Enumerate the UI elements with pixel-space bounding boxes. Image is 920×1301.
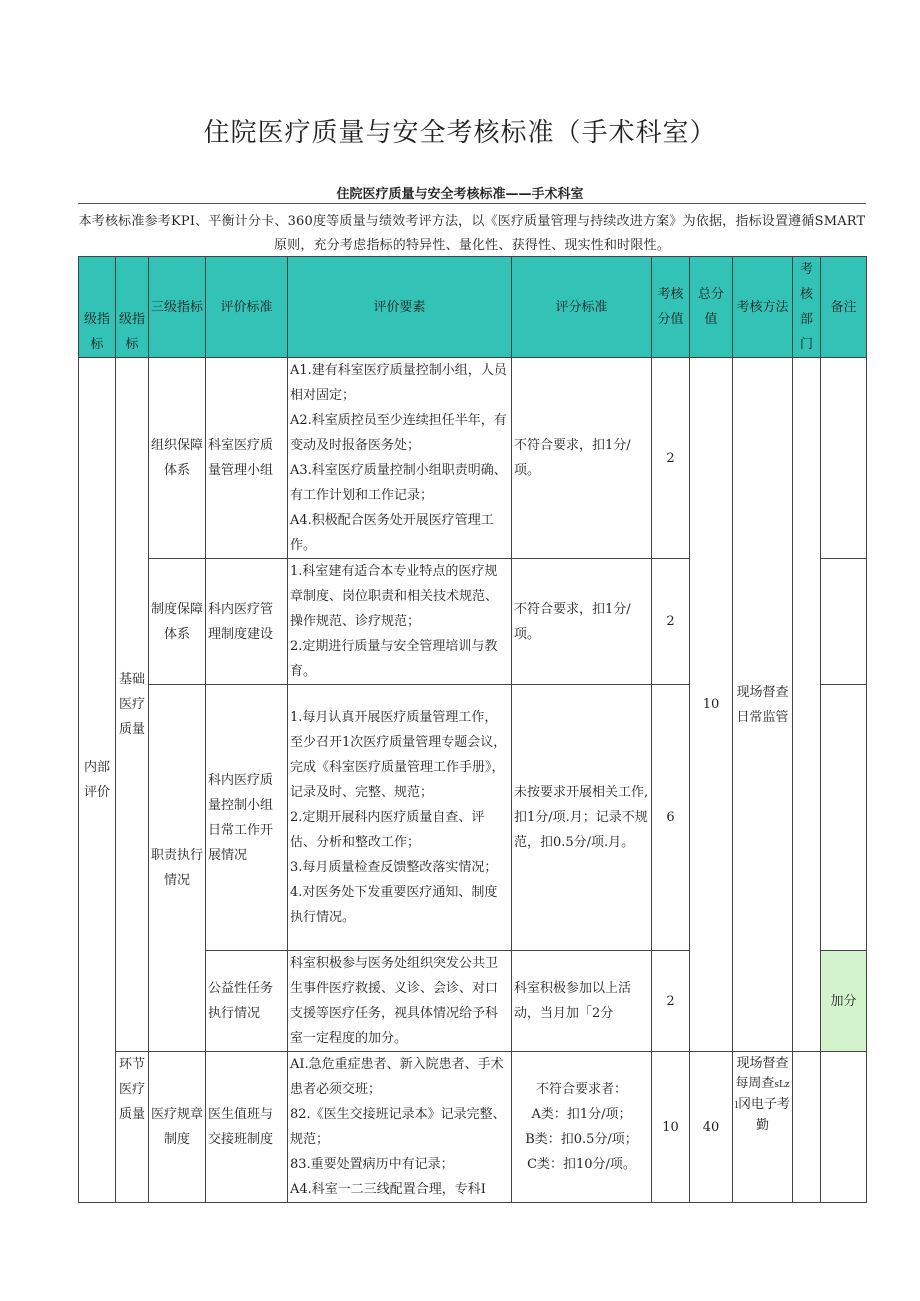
header-dept: 考核部门 xyxy=(793,257,821,358)
scoring-cell: 科室积极参加以上活动，当月加「2分 xyxy=(512,951,652,1052)
scoring-cell xyxy=(512,1052,652,1203)
criteria-cell: 科内医疗管理制度建设 xyxy=(206,559,288,685)
score-cell: 2 xyxy=(652,358,690,559)
criteria-cell: 公益性任务执行情况 xyxy=(206,951,288,1052)
divider xyxy=(78,203,866,204)
header-remark: 备注 xyxy=(821,257,867,358)
scoring-line: C类：扣10分/项。 xyxy=(527,1157,636,1172)
page-title: 住院医疗质量与安全考核标准（手术科室） xyxy=(203,118,717,148)
elements-cell xyxy=(288,951,512,1052)
basic-dept-cell xyxy=(793,358,821,1052)
scoring-cell: 未按要求开展相关工作,扣1分/项.月；记录不规范，扣0.5分/项.月。 xyxy=(512,685,652,951)
link-dept-cell xyxy=(793,1052,821,1203)
basic-method-cell: 现场督查日常监管 xyxy=(733,358,793,1052)
level3-cell: 医疗规章制度 xyxy=(149,1052,206,1203)
criteria-cell: 科室医疗质量管理小组 xyxy=(206,358,288,559)
link-method-text-b: 冈电子考勤 xyxy=(737,1097,790,1133)
scoring-cell: 不符合要求，扣1分/项。 xyxy=(512,358,652,559)
scoring-cell: 不符合要求，扣1分/项。 xyxy=(512,559,652,685)
scoring-line: 不符合要求者： xyxy=(535,1082,627,1097)
header-level3: 三级指标 xyxy=(149,257,206,358)
basic-total-cell: 10 xyxy=(690,358,733,1052)
element-line: 1.每月认真开展医疗质量管理工作，至少召开1次医疗质量管理专题会议，完成《科室医疗质量管理工作手册》，记录及时、完整、规范； 2.定期开展科内医疗质量自查、评估、分析和整改工作； 3.每月质量检查反馈整改落实情况； 4.对医务处下发重要医疗通知、制度执行情况。 xyxy=(290,710,507,925)
score-cell: 2 xyxy=(652,559,690,685)
criteria-cell: 医生值班与交接班制度 xyxy=(206,1052,288,1203)
table-row xyxy=(79,358,867,559)
bonus-remark-cell: 加分 xyxy=(821,951,867,1052)
link-method-small: sLzl xyxy=(735,1080,790,1111)
remark-cell xyxy=(821,1052,867,1203)
header-total: 总分值 xyxy=(690,257,733,358)
remark-cell xyxy=(821,559,867,685)
score-cell: 6 xyxy=(652,685,690,951)
level2-link-cell: 环节医疗质量 xyxy=(116,1052,149,1203)
header-level1: 级指标 xyxy=(79,257,116,358)
score-cell: 10 xyxy=(652,1052,690,1203)
elements-cell xyxy=(288,358,512,559)
element-line: 科室积极参与医务处组织突发公共卫生事件医疗救援、义诊、会诊、对口支援等医疗任务，视具体情况给予科室一定程度的加分。 xyxy=(290,956,499,1046)
link-total-cell: 40 xyxy=(690,1052,733,1203)
element-line: 1.科室建有适合本专业特点的医疗规章制度、岗位职责和相关技术规范、操作规范、诊疗规范； 2.定期进行质量与安全管理培训与教育。 xyxy=(290,564,499,679)
criteria-cell: 科内医疗质量控制小组日常工作开展情况 xyxy=(206,685,288,951)
link-method-cell xyxy=(733,1052,793,1203)
element-line: AI.急危重症患者、新入院患者、手术患者必须交班； 82.《医生交接班记录本》记录完整、规范； 83.重要处置病历中有记录； A4.科室一二三线配置合理，专科I xyxy=(290,1057,506,1197)
header-level2: 级指标 xyxy=(116,257,149,358)
header-scoring: 评分标准 xyxy=(512,257,652,358)
scoring-line: A类：扣1分/项； xyxy=(531,1107,632,1122)
assessment-table xyxy=(78,256,867,1203)
remark-cell xyxy=(821,358,867,559)
level3-cell: 组织保障体系 xyxy=(149,358,206,559)
level3-cell: 职责执行情况 xyxy=(149,685,206,1052)
header-row xyxy=(79,257,867,358)
table-subtitle: 住院医疗质量与安全考核标准——手术科室 xyxy=(336,187,584,202)
level3-cell: 制度保障体系 xyxy=(149,559,206,685)
table-row xyxy=(79,1052,867,1203)
elements-cell xyxy=(288,1052,512,1203)
score-cell: 2 xyxy=(652,951,690,1052)
elements-cell xyxy=(288,559,512,685)
scoring-line: B类：扣0.5分/项； xyxy=(525,1132,638,1147)
level2-basic-cell: 基础医疗质量 xyxy=(116,358,149,1052)
link-method-text: 现场督查每周查 xyxy=(735,1056,789,1091)
header-method: 考核方法 xyxy=(733,257,793,358)
header-criteria: 评价标准 xyxy=(206,257,288,358)
remark-cell xyxy=(821,685,867,951)
intro-paragraph: 本考核标准参考KPI、平衡计分卡、360度等质量与绩效考评方法，以《医疗质量管理与持续改进方案》为依据，指标设置遵循SMART原则，充分考虑指标的特异性、量化性、获得性、现实性和时限性。 xyxy=(78,214,866,253)
elements-cell xyxy=(288,685,512,951)
element-line: A1.建有科室医疗质量控制小组，人员相对固定； A2.科室质控员至少连续担任半年，有变动及时报备医务处； A3.科室医疗质量控制小组职责明确、有工作计划和工作记录； A4.积极配合医务处开展医疗管理工作。 xyxy=(290,363,507,553)
level1-cell: 内部评价 xyxy=(79,358,116,1203)
header-score: 考核分值 xyxy=(652,257,690,358)
header-elements: 评价要素 xyxy=(288,257,512,358)
